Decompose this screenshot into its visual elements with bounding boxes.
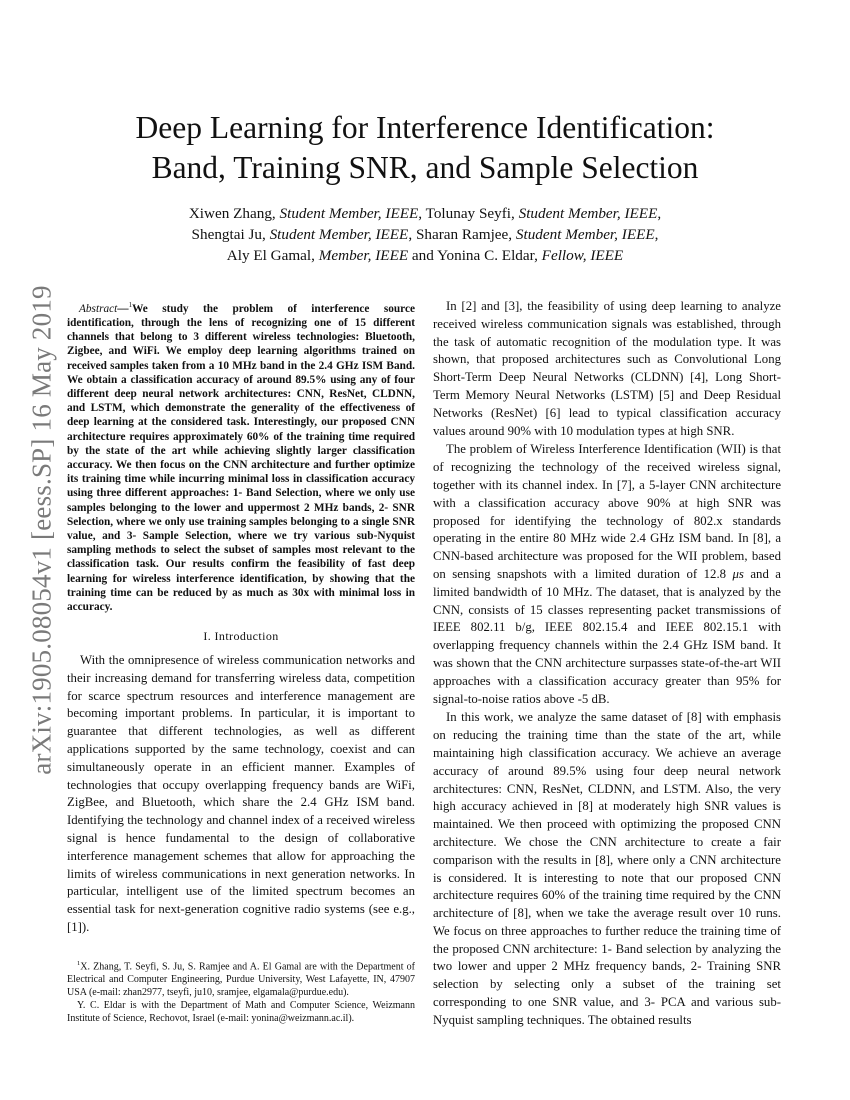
author-line-3	[60, 245, 790, 266]
arxiv-side-stamp	[12, 280, 72, 780]
abstract-label: Abstract	[79, 302, 118, 315]
author-list	[60, 203, 790, 266]
author-name: , Sharan Ramjee,	[408, 226, 516, 243]
footnote-affiliation-2: Y. C. Eldar is with the Department of Math and Computer Science, Weizmann Institute of Science, Rechovot, Israel (e-mail: yonina@weizmann.ac.il).	[67, 1000, 415, 1024]
footnote-mark: 1	[77, 960, 81, 967]
author-role: Member, IEEE	[318, 247, 409, 264]
author-separator: ,	[654, 226, 659, 243]
abstract-text: We study the problem of interference source identification, through the lens of recognizing one of 15 different channels that belong to 3 different wireless technologies: Bluetooth, Zigbee, and WiFi. We employ deep learning algorithms trained on received samples taken from a 10 MHz band in the 2.4 GHz ISM Band. We obtain a classification accuracy of around 89.5% using any of four different deep neural network architectures: CNN, ResNet, CLDNN, and LSTM, which demonstrate the generality of the effectiveness of deep learning at the considered task. Interestingly, our proposed CNN architecture requires approximately 60% of the training time required by the state of the art while achieving slightly larger classification accuracy. We then focus on the CNN architecture and further optimize its training time while incurring minimal loss in classification accuracy using three different approaches: 1- Band Selection, where we only use samples belonging to the lower and uppermost 2 MHz bands, 2- SNR Selection, where we only use training samples belonging to a single SNR value, and 3- Sample Selection, where we try various sub-Nyquist sampling methods to select the subset of samples most relevant to the classification task. Our results confirm the feasibility of fast deep learning for wireless interference identification, by showing that the training time can be reduced by as much as 30x with minimal loss in accuracy.	[67, 302, 415, 614]
body-paragraph-3: In this work, we analyze the same dataset of [8] with emphasis on reducing the training time than the state of the art, while maintaining high classification accuracy. We achieve an average accuracy of around 89.5% using four deep neural network architectures: CNN, ResNet, CLDNN, and LSTM. Also, the very high accuracy achieved in [8] at moderately high SNR values is maintained. We then proceed with optimizing the proposed CNN architecture. We chose the CNN architecture to create a fair comparison with the results in [8], where only a CNN architecture is considered. It is interesting to note that our proposed CNN architecture requires 60% of the training time required by the CNN architecture of [8], when we take the average result over 10 runs. We focus on three approaches to further reduce the training time of the proposed CNN architecture: 1- Band selection by analyzing the two lower and upper 2 MHz frequency bands, 2- Training SNR selection by selecting only a subset of the training set corresponding to one SNR value, and 3- PCA and various sub-Nyquist sampling techniques. The obtained results	[433, 710, 781, 1027]
author-name: and Yonina C. Eldar,	[408, 247, 542, 264]
right-column	[433, 298, 781, 1031]
author-name: Aly El Gamal,	[226, 247, 319, 264]
author-role: Student Member, IEEE	[518, 205, 658, 222]
author-separator: ,	[657, 205, 662, 222]
author-role: Fellow, IEEE	[541, 247, 624, 264]
paragraph-text: The problem of Wireless Interference Identification (WII) is that of recognizing the technology of the received wireless signal, together with its channel index. In [7], a 5-layer CNN architecture with a classification accuracy above 90% at high SNR was proposed for identifying the technology of 802.x standards operating in the entire 80 MHz wide 2.4 GHz ISM band. In [8], a CNN-based architecture was proposed for the WII problem, based on sensing snapshots with a limited duration of 12.8	[433, 442, 781, 581]
footnote-mark: 1	[128, 301, 133, 309]
footnotes	[67, 958, 415, 1026]
paragraph-text: and a limited bandwidth of 10 MHz. The dataset, that is analyzed by the CNN, consists of 15 classes representing packet transmissions of IEEE 802.11 b/g, IEEE 802.15.4 and IEEE 802.15.1 with overlapping frequency channels within the 2.4 GHz ISM band. It was shown that the CNN architecture surpasses state-of-the-art WII approaches with a classification accuracy greater than 95% for signal-to-noise ratios above -5 dB.	[433, 566, 781, 706]
author-name: Shengtai Ju,	[191, 226, 270, 243]
body-paragraph-2	[433, 441, 781, 708]
abstract	[67, 298, 415, 614]
left-column	[67, 298, 415, 938]
author-role: Student Member, IEEE	[515, 226, 655, 243]
body-paragraph-1: In [2] and [3], the feasibility of using deep learning to analyze received wireless communication signals was established, through the task of automatic recognition of the modulation type. It was shown, that proposed architectures such as Convolutional Long Short-Term Deep Neural Networks (CLDNN) [4], Long Short-Term Memory Neural Networks (LSTM) [5] and Deep Residual Networks (ResNet) [6] lead to typical classification accuracy values around 90% with 10 modulation types at high SNR.	[433, 299, 781, 438]
paper-title	[60, 108, 790, 188]
author-name: , Tolunay Seyfi,	[418, 205, 519, 222]
footnote-affiliation-1	[67, 958, 415, 999]
author-role: Student Member, IEEE	[269, 226, 409, 243]
title-line-1: Deep Learning for Interference Identification:	[135, 110, 715, 145]
author-role: Student Member, IEEE	[279, 205, 419, 222]
mu-symbol: μs	[732, 566, 744, 581]
intro-paragraph: With the omnipresence of wireless communication networks and their increasing demand for transferring wireless data, competition for scarce spectrum resources and interference management are becoming important problems. In particular, it is important to guarantee that different technologies, as well as different applications supported by the same technology, coexist and can simultaneously operate in an efficient manner. Examples of technologies that occupy overlapping frequency bands are WiFi, ZigBee, and Bluetooth, which share the 2.4 GHz ISM band. Identifying the technology and channel index of a received wireless signal is hence fundamental to the design of collaborative interference management schemes that allow for approaching the limits of wireless communications in next generation networks. In particular, intelligent use of the limited spectrum becomes an essential task for next-generation cognitive radio systems (see e.g., [1]).	[67, 653, 415, 934]
author-line-1	[60, 203, 790, 224]
abstract-dash: —	[117, 302, 129, 315]
section-heading-introduction: I. Introduction	[203, 629, 279, 644]
footnote-text: X. Zhang, T. Seyfi, S. Ju, S. Ramjee and A. El Gamal are with the Department of Electrical and Computer Engineering, Purdue University, West Lafayette, IN, 47907 USA (e-mail: zhan2977, tseyfi, ju10, sramjee, elgamala@purdue.edu).	[67, 961, 415, 998]
author-name: Xiwen Zhang,	[188, 205, 280, 222]
title-line-2: Band, Training SNR, and Sample Selection	[151, 150, 699, 185]
arxiv-identifier: arXiv:1905.08054v1 [eess.SP] 16 May 2019	[26, 285, 57, 775]
author-line-2	[60, 224, 790, 245]
